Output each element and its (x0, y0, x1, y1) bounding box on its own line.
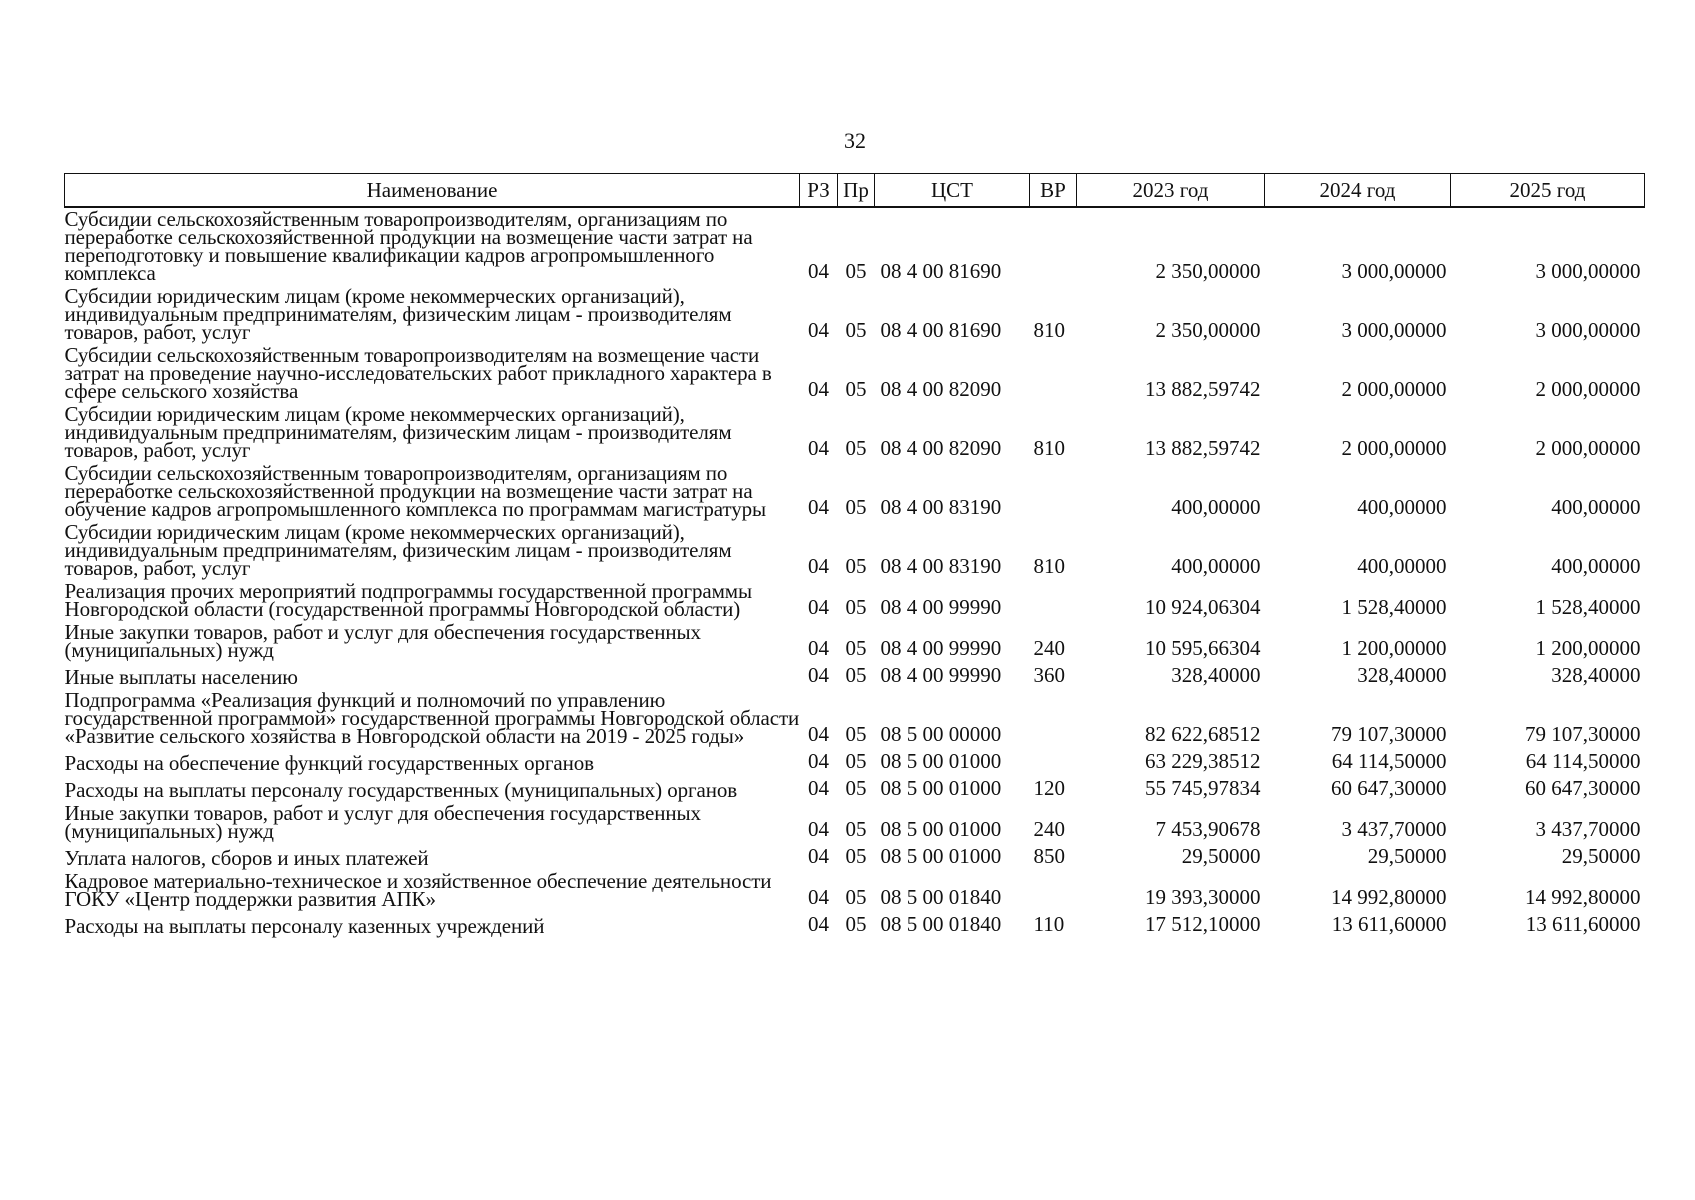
row-name: Субсидии юридическим лицам (кроме некоммерческих организаций), индивидуальным предпринимателям, физическим лицам - производителям товаров, работ, услуг (64, 284, 732, 344)
row-2025: 3 000,00000 (1535, 318, 1641, 342)
row-rz: 04 (808, 377, 829, 401)
row-2024: 13 611,60000 (1331, 912, 1447, 936)
row-rz: 04 (808, 844, 829, 868)
row-name: Субсидии юридическим лицам (кроме некоммерческих организаций), индивидуальным предпринимателям, физическим лицам - производителям товаров, работ, услуг (64, 402, 732, 462)
row-2024: 3 437,70000 (1341, 817, 1447, 841)
row-pr: 05 (845, 817, 867, 841)
row-name: Расходы на выплаты персоналу казенных учреждений (64, 914, 545, 938)
row-2023: 7 453,90678 (1155, 817, 1261, 841)
row-cst: 08 5 00 01000 (880, 817, 1002, 841)
row-pr: 05 (845, 259, 867, 283)
row-cst: 08 4 00 83190 (880, 495, 1002, 519)
row-rz: 04 (808, 436, 829, 460)
row-2025: 3 437,70000 (1535, 817, 1641, 841)
header-2025: 2025 год (1451, 174, 1645, 208)
row-2025: 64 114,50000 (1525, 749, 1641, 773)
row-vr (1030, 462, 1077, 521)
row-vr: 110 (1033, 912, 1065, 936)
row-2024: 79 107,30000 (1331, 722, 1447, 746)
row-name: Субсидии сельскохозяйственным товаропроизводителям на возмещение части затрат на проведение научно-исследовательских работ прикладного характера в сфере сельского хозяйства (64, 343, 772, 403)
table-row (65, 748, 1645, 775)
row-pr: 05 (845, 844, 867, 868)
row-cst: 08 5 00 01000 (880, 776, 1002, 800)
row-rz: 04 (808, 495, 829, 519)
row-2025: 328,40000 (1551, 663, 1641, 687)
row-cst: 08 4 00 81690 (880, 318, 1002, 342)
row-vr: 240 (1033, 817, 1065, 841)
row-rz: 04 (808, 636, 829, 660)
row-2023: 400,00000 (1171, 554, 1261, 578)
row-2024: 3 000,00000 (1341, 259, 1447, 283)
table-row (65, 207, 1645, 285)
row-cst: 08 4 00 82090 (880, 436, 1002, 460)
row-2025: 1 528,40000 (1535, 595, 1641, 619)
row-pr: 05 (845, 885, 867, 909)
header-vr: ВР (1030, 174, 1077, 208)
row-2023: 29,50000 (1181, 844, 1261, 868)
row-2025: 1 200,00000 (1535, 636, 1641, 660)
row-cst: 08 4 00 99990 (880, 595, 1002, 619)
row-2024: 14 992,80000 (1331, 885, 1447, 909)
table-row (65, 870, 1645, 911)
row-2024: 3 000,00000 (1341, 318, 1447, 342)
page-number: 32 (844, 128, 866, 153)
row-2023: 2 350,00000 (1155, 318, 1261, 342)
table-row (65, 344, 1645, 403)
row-name: Расходы на обеспечение функций государственных органов (64, 751, 594, 775)
row-vr (1030, 207, 1077, 285)
table-row (65, 802, 1645, 843)
row-vr: 360 (1033, 663, 1065, 687)
row-pr: 05 (845, 495, 867, 519)
row-vr (1030, 580, 1077, 621)
table-row (65, 775, 1645, 802)
row-pr: 05 (845, 776, 867, 800)
row-vr (1030, 870, 1077, 911)
header-2023: 2023 год (1077, 174, 1265, 208)
row-rz: 04 (808, 722, 829, 746)
row-name: Уплата налогов, сборов и иных платежей (64, 846, 429, 870)
row-pr: 05 (845, 636, 867, 660)
row-2024: 1 200,00000 (1341, 636, 1447, 660)
row-pr: 05 (845, 318, 867, 342)
row-cst: 08 4 00 81690 (880, 259, 1002, 283)
row-2023: 63 229,38512 (1145, 749, 1261, 773)
row-rz: 04 (808, 595, 829, 619)
table-header-row (65, 174, 1645, 208)
row-2023: 328,40000 (1171, 663, 1261, 687)
row-2023: 400,00000 (1171, 495, 1261, 519)
row-vr (1030, 344, 1077, 403)
row-name: Субсидии юридическим лицам (кроме некоммерческих организаций), индивидуальным предпринимателям, физическим лицам - производителям товаров, работ, услуг (64, 520, 732, 580)
row-vr: 810 (1033, 436, 1065, 460)
header-rz: РЗ (800, 174, 838, 208)
row-name: Субсидии сельскохозяйственным товаропроизводителям, организациям по переработке сельскохозяйственной продукции на возмещение части затрат на обучение кадров агропромышленного комплекса по программам магистратуры (64, 461, 767, 521)
row-vr: 120 (1033, 776, 1065, 800)
table-row (65, 843, 1645, 870)
row-rz: 04 (808, 749, 829, 773)
row-rz: 04 (808, 554, 829, 578)
row-vr: 850 (1033, 844, 1065, 868)
row-pr: 05 (845, 722, 867, 746)
row-rz: 04 (808, 318, 829, 342)
row-2025: 14 992,80000 (1525, 885, 1641, 909)
row-2024: 1 528,40000 (1341, 595, 1447, 619)
row-2025: 29,50000 (1561, 844, 1641, 868)
table-row (65, 911, 1645, 938)
row-cst: 08 4 00 99990 (880, 636, 1002, 660)
row-vr: 810 (1033, 554, 1065, 578)
table-row (65, 462, 1645, 521)
row-vr (1030, 689, 1077, 748)
row-2023: 2 350,00000 (1155, 259, 1261, 283)
row-2025: 2 000,00000 (1535, 436, 1641, 460)
row-cst: 08 5 00 00000 (880, 722, 1002, 746)
row-name: Расходы на выплаты персоналу государственных (муниципальных) органов (64, 778, 738, 802)
table-row (65, 580, 1645, 621)
row-pr: 05 (845, 436, 867, 460)
row-cst: 08 5 00 01000 (880, 844, 1002, 868)
row-cst: 08 5 00 01840 (880, 912, 1002, 936)
row-vr: 240 (1033, 636, 1065, 660)
row-2023: 55 745,97834 (1145, 776, 1261, 800)
header-cst: ЦСТ (875, 174, 1030, 208)
row-2024: 400,00000 (1357, 495, 1447, 519)
row-pr: 05 (845, 554, 867, 578)
row-2025: 79 107,30000 (1525, 722, 1641, 746)
row-vr (1030, 748, 1077, 775)
row-2025: 13 611,60000 (1525, 912, 1641, 936)
row-2023: 10 924,06304 (1145, 595, 1261, 619)
row-cst: 08 5 00 01000 (880, 749, 1002, 773)
row-rz: 04 (808, 885, 829, 909)
row-name: Иные закупки товаров, работ и услуг для обеспечения государственных (муниципальных) нужд (64, 801, 701, 843)
row-cst: 08 4 00 99990 (880, 663, 1002, 687)
row-cst: 08 4 00 82090 (880, 377, 1002, 401)
row-pr: 05 (845, 595, 867, 619)
row-name: Подпрограмма «Реализация функций и полномочий по управлению государственной программой» государственной программы Новгородской области «Развитие сельского хозяйства в Новгородской области на 2019 - 2025 годы» (64, 688, 800, 748)
table-row (65, 521, 1645, 580)
table-row (65, 285, 1645, 344)
row-2023: 13 882,59742 (1145, 436, 1261, 460)
table-row (65, 403, 1645, 462)
row-name: Иные выплаты населению (64, 665, 298, 689)
row-2025: 400,00000 (1551, 554, 1641, 578)
row-2025: 3 000,00000 (1535, 259, 1641, 283)
row-name: Иные закупки товаров, работ и услуг для обеспечения государственных (муниципальных) нужд (64, 620, 701, 662)
row-2023: 13 882,59742 (1145, 377, 1261, 401)
row-rz: 04 (808, 776, 829, 800)
row-2024: 2 000,00000 (1341, 436, 1447, 460)
row-name: Субсидии сельскохозяйственным товаропроизводителям, организациям по переработке сельскохозяйственной продукции на возмещение части затрат на переподготовку и повышение квалификации кадров агропромышленного комплекса (64, 207, 753, 285)
row-pr: 05 (845, 377, 867, 401)
row-2025: 2 000,00000 (1535, 377, 1641, 401)
row-2024: 29,50000 (1367, 844, 1447, 868)
row-2023: 19 393,30000 (1145, 885, 1261, 909)
row-rz: 04 (808, 259, 829, 283)
row-2023: 82 622,68512 (1145, 722, 1261, 746)
table-row (65, 662, 1645, 689)
row-2025: 400,00000 (1551, 495, 1641, 519)
row-2023: 10 595,66304 (1145, 636, 1261, 660)
row-2025: 60 647,30000 (1525, 776, 1641, 800)
row-cst: 08 5 00 01840 (880, 885, 1002, 909)
row-rz: 04 (808, 912, 829, 936)
header-2024: 2024 год (1265, 174, 1451, 208)
row-2024: 64 114,50000 (1331, 749, 1447, 773)
budget-table (64, 173, 1645, 938)
row-rz: 04 (808, 817, 829, 841)
row-2023: 17 512,10000 (1145, 912, 1261, 936)
row-2024: 2 000,00000 (1341, 377, 1447, 401)
row-2024: 328,40000 (1357, 663, 1447, 687)
row-pr: 05 (845, 663, 867, 687)
header-name: Наименование (65, 174, 800, 208)
table-row (65, 621, 1645, 662)
row-pr: 05 (845, 749, 867, 773)
row-rz: 04 (808, 663, 829, 687)
row-name: Реализация прочих мероприятий подпрограммы государственной программы Новгородской области (государственной программы Новгородской области) (64, 579, 753, 621)
header-pr: Пр (838, 174, 875, 208)
row-vr: 810 (1033, 318, 1065, 342)
row-name: Кадровое материально-техническое и хозяйственное обеспечение деятельности ГОКУ «Центр поддержки развития АПК» (64, 869, 772, 911)
row-2024: 400,00000 (1357, 554, 1447, 578)
row-pr: 05 (845, 912, 867, 936)
table-row (65, 689, 1645, 748)
row-2024: 60 647,30000 (1331, 776, 1447, 800)
row-cst: 08 4 00 83190 (880, 554, 1002, 578)
